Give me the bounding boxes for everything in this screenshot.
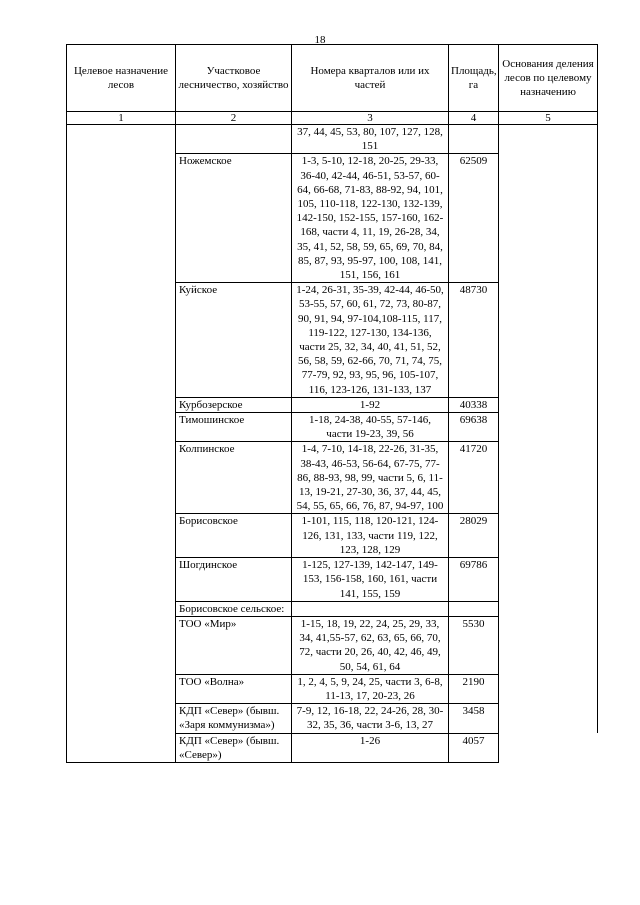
table-row bbox=[67, 397, 598, 412]
purpose-cell bbox=[67, 154, 176, 283]
purpose-cell bbox=[67, 674, 176, 703]
area-cell: 69638 bbox=[449, 413, 499, 442]
column-number: 4 bbox=[449, 112, 499, 125]
purpose-cell bbox=[67, 733, 176, 762]
basis-cell bbox=[499, 283, 598, 398]
area-cell bbox=[449, 125, 499, 154]
table-row bbox=[67, 125, 598, 154]
basis-cell bbox=[499, 704, 598, 733]
basis-cell bbox=[499, 125, 598, 154]
purpose-cell bbox=[67, 283, 176, 398]
table-row bbox=[67, 514, 598, 558]
forestry-name-cell: КДП «Север» (бывш. «Заря коммунизма») bbox=[176, 704, 292, 733]
basis-cell bbox=[499, 397, 598, 412]
quarters-cell: 1-26 bbox=[292, 733, 449, 762]
column-number: 3 bbox=[292, 112, 449, 125]
table-row bbox=[67, 674, 598, 703]
forestry-name-cell bbox=[176, 125, 292, 154]
basis-cell bbox=[499, 558, 598, 602]
forestry-name-cell: Колпинское bbox=[176, 442, 292, 514]
table-row bbox=[67, 442, 598, 514]
table-row bbox=[67, 733, 598, 762]
basis-cell bbox=[499, 674, 598, 703]
table-row bbox=[67, 558, 598, 602]
basis-cell bbox=[499, 442, 598, 514]
forestry-name-cell: Куйское bbox=[176, 283, 292, 398]
table-body bbox=[67, 125, 598, 763]
purpose-cell bbox=[67, 413, 176, 442]
forestry-name-cell: Борисовское сельское: bbox=[176, 601, 292, 616]
area-cell: 48730 bbox=[449, 283, 499, 398]
column-number: 2 bbox=[176, 112, 292, 125]
forestry-name-cell: Курбозерское bbox=[176, 397, 292, 412]
quarters-cell: 1-101, 115, 118, 120-121, 124-126, 131, 133, части 119, 122, 123, 128, 129 bbox=[292, 514, 449, 558]
area-cell: 2190 bbox=[449, 674, 499, 703]
basis-cell bbox=[499, 154, 598, 283]
column-number: 1 bbox=[67, 112, 176, 125]
page-number: 18 bbox=[314, 34, 326, 46]
header-area: Площадь, га bbox=[449, 45, 499, 112]
forestry-name-cell: Борисовское bbox=[176, 514, 292, 558]
quarters-cell: 1-125, 127-139, 142-147, 149-153, 156-158, 160, 161, части 141, 155, 159 bbox=[292, 558, 449, 602]
table-row bbox=[67, 413, 598, 442]
quarters-cell: 37, 44, 45, 53, 80, 107, 127, 128, 151 bbox=[292, 125, 449, 154]
table-row bbox=[67, 601, 598, 616]
forestry-name-cell: Тимошинское bbox=[176, 413, 292, 442]
quarters-cell: 1-4, 7-10, 14-18, 22-26, 31-35, 38-43, 46-53, 56-64, 67-75, 77-86, 88-93, 98, 99, части 5, 6, 11-13, 19-21, 27-30, 36, 37, 44, 45, 54, 55, 65, 66, 76, 87, 94-97, 100 bbox=[292, 442, 449, 514]
purpose-cell bbox=[67, 558, 176, 602]
purpose-cell bbox=[67, 616, 176, 674]
area-cell: 5530 bbox=[449, 616, 499, 674]
quarters-cell: 1-18, 24-38, 40-55, 57-146, части 19-23, 39, 56 bbox=[292, 413, 449, 442]
table-row bbox=[67, 154, 598, 283]
header-forestry: Участковое лесничество, хозяйство bbox=[176, 45, 292, 112]
area-cell bbox=[449, 601, 499, 616]
column-number-row bbox=[67, 112, 598, 125]
header-row bbox=[67, 45, 598, 112]
purpose-cell bbox=[67, 514, 176, 558]
forestry-name-cell: Шогдинское bbox=[176, 558, 292, 602]
header-basis: Основания деления лесов по целевому назначению bbox=[499, 45, 598, 112]
basis-cell bbox=[499, 413, 598, 442]
column-number: 5 bbox=[499, 112, 598, 125]
forest-allocation-table bbox=[66, 44, 598, 763]
table-row bbox=[67, 704, 598, 733]
header-quarters: Номера кварталов или их частей bbox=[292, 45, 449, 112]
area-cell: 28029 bbox=[449, 514, 499, 558]
area-cell: 62509 bbox=[449, 154, 499, 283]
area-cell: 69786 bbox=[449, 558, 499, 602]
purpose-cell bbox=[67, 442, 176, 514]
forestry-name-cell: КДП «Север» (бывш. «Север») bbox=[176, 733, 292, 762]
quarters-cell: 1-3, 5-10, 12-18, 20-25, 29-33, 36-40, 42-44, 46-51, 53-57, 60-64, 66-68, 71-83, 88-92, 94, 101, 105, 110-118, 122-130, 132-139, 142-150, 152-155, 157-160, 162-168, части 4, 11, 19, 26-28, 34, 35, 41, 52, 58, 59, 65, 69, 70, 84, 85, 87, 93, 95-97, 100, 108, 141, 151, 156, 161 bbox=[292, 154, 449, 283]
table-row bbox=[67, 616, 598, 674]
purpose-cell bbox=[67, 601, 176, 616]
quarters-cell: 1-15, 18, 19, 22, 24, 25, 29, 33, 34, 41,55-57, 62, 63, 65, 66, 70, 72, части 20, 26, 40, 42, 46, 49, 50, 54, 61, 64 bbox=[292, 616, 449, 674]
basis-cell bbox=[499, 514, 598, 558]
purpose-cell bbox=[67, 125, 176, 154]
purpose-cell bbox=[67, 397, 176, 412]
area-cell: 41720 bbox=[449, 442, 499, 514]
area-cell: 3458 bbox=[449, 704, 499, 733]
basis-cell bbox=[499, 733, 598, 762]
header-purpose: Целевое назначение лесов bbox=[67, 45, 176, 112]
basis-cell bbox=[499, 616, 598, 674]
quarters-cell: 7-9, 12, 16-18, 22, 24-26, 28, 30-32, 35, 36, части 3-6, 13, 27 bbox=[292, 704, 449, 733]
quarters-cell: 1-92 bbox=[292, 397, 449, 412]
forestry-name-cell: Ножемское bbox=[176, 154, 292, 283]
table-row bbox=[67, 283, 598, 398]
quarters-cell: 1, 2, 4, 5, 9, 24, 25, части 3, 6-8, 11-13, 17, 20-23, 26 bbox=[292, 674, 449, 703]
quarters-cell bbox=[292, 601, 449, 616]
area-cell: 40338 bbox=[449, 397, 499, 412]
purpose-cell bbox=[67, 704, 176, 733]
basis-cell bbox=[499, 601, 598, 616]
quarters-cell: 1-24, 26-31, 35-39, 42-44, 46-50, 53-55, 57, 60, 61, 72, 73, 80-87, 90, 91, 94, 97-104,108-115, 117, 119-122, 127-130, 134-136, части 25, 32, 34, 40, 41, 51, 52, 56, 58, 59, 62-66, 70, 71, 74, 75, 77-79, 92, 93, 95, 96, 105-107, 116, 123-126, 131-133, 137 bbox=[292, 283, 449, 398]
forestry-name-cell: ТОО «Волна» bbox=[176, 674, 292, 703]
area-cell: 4057 bbox=[449, 733, 499, 762]
forestry-name-cell: ТОО «Мир» bbox=[176, 616, 292, 674]
